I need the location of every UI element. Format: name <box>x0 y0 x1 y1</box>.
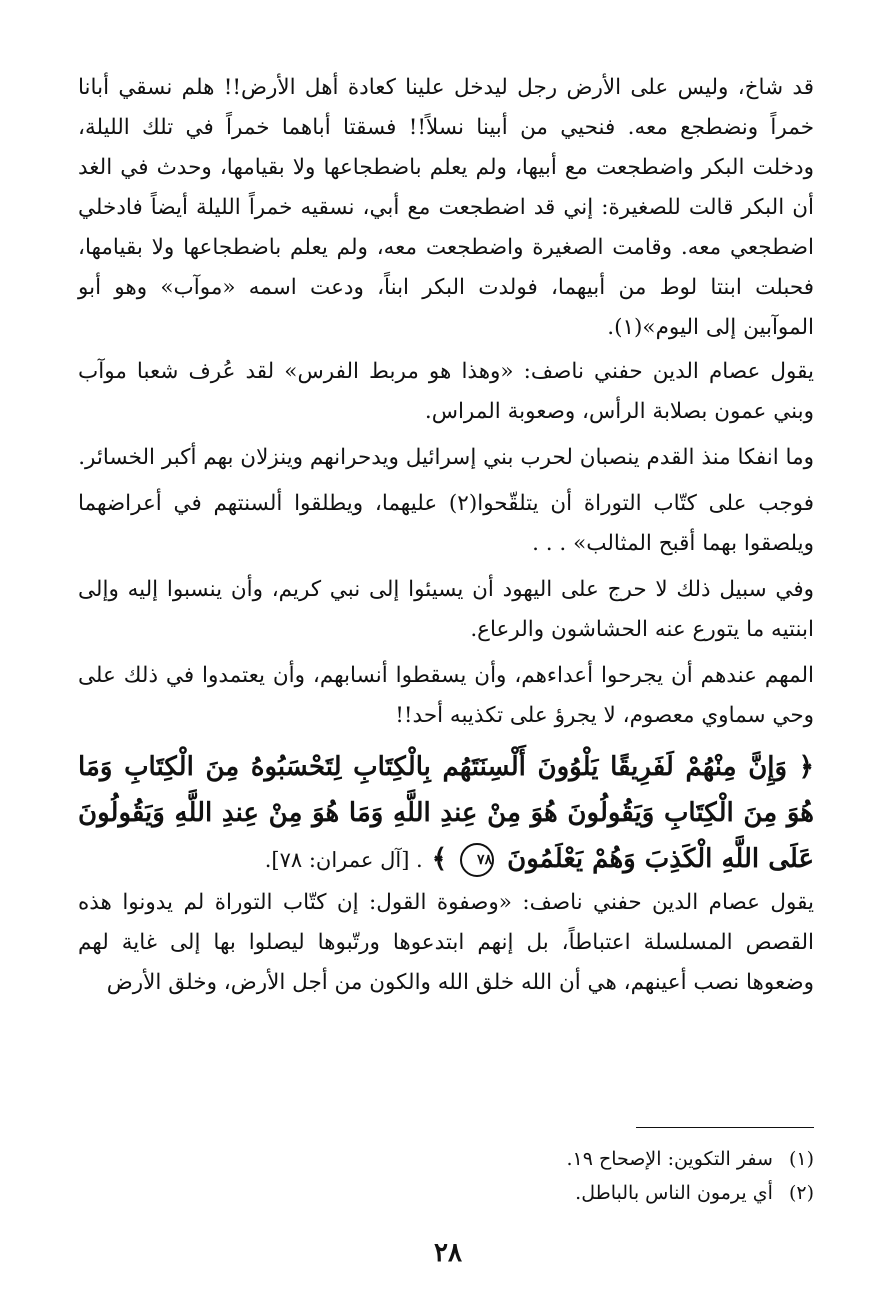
ayah-number-marker: ٧٨ <box>460 843 494 877</box>
main-text <box>78 68 814 1009</box>
paragraph-5: وفي سبيل ذلك لا حرج على اليهود أن يسيئوا إلى نبي كريم، وأن ينسبوا إليه وإلى ابنتيه ما يتورع عنه الحشاشون والرعاع. <box>78 577 814 642</box>
quran-open-bracket: ﴿ <box>798 752 814 782</box>
quran-close-bracket: ﴾ <box>431 844 448 874</box>
quran-text: وَإِنَّ مِنْهُمْ لَفَرِيقًا يَلْوُونَ أَلْسِنَتَهُم بِالْكِتَابِ لِتَحْسَبُوهُ مِنَ الْكِتَابِ وَمَا هُوَ مِنَ الْكِتَابِ وَيَقُولُونَ هُوَ مِنْ عِندِ اللَّهِ وَمَا هُوَ مِنْ عِندِ اللَّهِ وَيَقُولُونَ عَلَى اللَّهِ الْكَذِبَ وَهُمْ يَعْلَمُونَ <box>78 752 814 874</box>
footnotes <box>566 1142 814 1210</box>
page-number: ٢٨ <box>434 1238 462 1268</box>
quran-verse <box>78 744 814 883</box>
paragraph-7: يقول عصام الدين حفني ناصف: «وصفوة القول: إن كتّاب التوراة لم يدونوا هذه القصص المسلسلة اعتباطاً، بل إنهم ابتدعوها ورتّبوها ليصلوا بها إلى غاية لهم وضعوها نصب أعينهم، هي أن الله خلق الله والكون من أجل الأرض، وخلق الأرض <box>78 890 814 995</box>
paragraph-1: قد شاخ، وليس على الأرض رجل ليدخل علينا كعادة أهل الأرض!! هلم نسقي أبانا خمراً ونضطجع معه. فنحيي من أبينا نسلاً!! فسقتا أباهما خمراً في تلك الليلة، ودخلت البكر واضطجعت مع أبيها، ولم يعلم باضطجاعها ولا بقيامها، وحدث في الغد أن البكر قالت للصغيرة: إني قد اضطجعت مع أبي، نسقيه خمراً الليلة أيضاً فادخلي اضطجعي معه. وقامت الصغيرة واضطجعت معه، ولم يعلم باضطجاعها ولا بقيامها، فحبلت ابنتا لوط من أبيهما، فولدت البكر ابناً، ودعت اسمه «موآب» وهو أبو الموآبين إلى اليوم»(١). <box>78 75 814 340</box>
paragraph-2: يقول عصام الدين حفني ناصف: «وهذا هو مربط الفرس» لقد عُرف شعبا موآب وبني عمون بصلابة الرأس، وصعوبة المراس. <box>78 359 814 424</box>
footnote-1-text: سفر التكوين: الإصحاح ١٩. <box>566 1148 773 1170</box>
quran-reference: . [آل عمران: ٧٨]. <box>264 848 423 872</box>
footnote-1-number: (١) <box>788 1148 814 1170</box>
footnote-2 <box>566 1176 814 1210</box>
paragraph-4: فوجب على كتّاب التوراة أن يتلقّحوا(٢) عليهما، ويطلقوا ألسنتهم في أعراضهما ويلصقوا بهما أقبح المثالب» . . . <box>78 491 814 556</box>
footnote-1 <box>566 1142 814 1176</box>
paragraph-3: وما انفكا منذ القدم ينصبان لحرب بني إسرائيل ويدحرانهم وينزلان بهم أكبر الخسائر. <box>78 445 814 470</box>
footnote-2-number: (٢) <box>788 1182 814 1204</box>
footnote-2-text: أي يرمون الناس بالباطل. <box>575 1182 773 1204</box>
footnote-divider <box>636 1127 814 1128</box>
paragraph-6: المهم عندهم أن يجرحوا أعداءهم، وأن يسقطوا أنسابهم، وأن يعتمدوا في ذلك على وحي سماوي معصوم، لا يجرؤ على تكذيبه أحد!! <box>78 663 814 728</box>
